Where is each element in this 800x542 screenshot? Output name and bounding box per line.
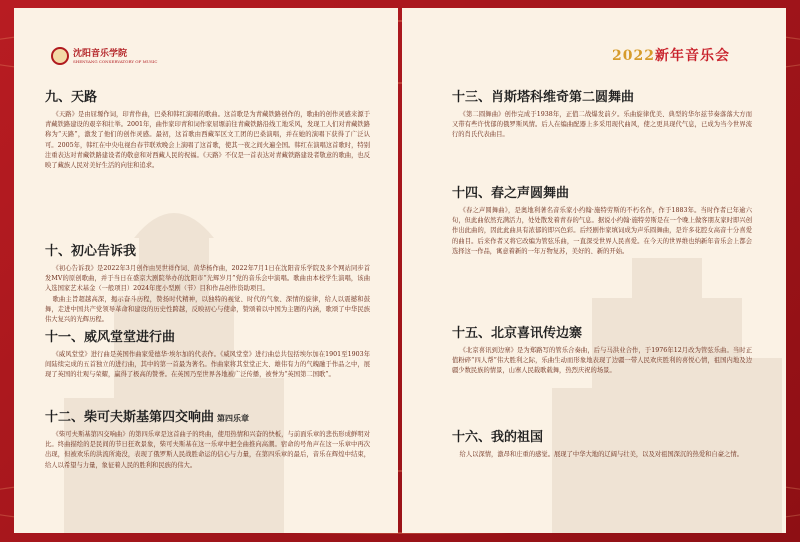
section-paragraph: 《第二圆舞曲》创作完成于1938年，正值二战爆发前夕。乐曲旋律优美、典型的华尔兹节奏落落大方而又带有些许忧郁的俄罗斯风情。后人在编曲配器上多采用现代曲风，使之更具现代气息，已成为当今世界流行的肖氏代表曲目。 (452, 111, 752, 139)
section-heading: 九、天路 (45, 90, 98, 105)
section-zuguo (452, 426, 752, 460)
section-paragraph: 《天路》是由屈塬作词，印青作曲，巴桑和韩红演唱的歌曲。这首歌是为青藏铁路创作的，歌曲的创作灵感来源于青藏铁路建设的艰辛和壮举。2001年，曲作家印青和词作家屈塬前往青藏铁路沿线工地采风，发现工人们对青藏铁路称为“天路”，激发了他们的创作灵感。最初，这首歌由西藏军区文工团的巴桑演唱，并在她的演唱下获得了广泛认可。2005年，韩红在中央电视台春节联欢晚会上演唱了这首歌，使其一夜之间火遍全国。韩红在演唱这首歌时，特别注重表达对青藏铁路建设者的敬意和对西藏人民的祝福。《天路》不仅是一首表达对青藏铁路建设者敬意的歌曲，也反映了藏族人民对美好生活的向往和追求。 (45, 111, 370, 170)
concert-year: 2022 (612, 48, 655, 64)
section-chuxin (45, 240, 370, 325)
building-watermark (552, 238, 782, 533)
section-heading: 十四、春之声圆舞曲 (452, 186, 570, 201)
section-heading: 十一、威风堂堂进行曲 (45, 330, 176, 345)
school-logo (51, 47, 157, 65)
concert-title (612, 45, 730, 65)
right-page (402, 8, 786, 533)
section-heading: 十、初心告诉我 (45, 244, 137, 259)
section-heading-sub: 第四乐章 (217, 413, 250, 423)
section-heading: 十五、北京喜讯传边寨 (452, 326, 583, 341)
section-paragraph: 《威风堂堂》进行曲是英国作曲家爱德华·埃尔加的代表作。《威风堂堂》进行曲总共包括埃尔加在1901至1903年间陆续完成的五首独立的进行曲，其中的第一首最为著名。作曲家将其堂堂正大、雄伟有力的气魄融于作品之中，展现了英国的壮观与荣耀，赢得了极高的赞誉。在英国乃至世界各地被广泛传播，被誉为“英国第二国歌”。 (45, 351, 370, 379)
school-seal-icon (51, 47, 69, 65)
section-paragraph: 给人以深情，激昂和庄重的感觉。展现了中华大地的辽阔与壮美，以及对祖国深沉的热爱和自豪之情。 (459, 451, 743, 458)
section-heading: 十六、我的祖国 (452, 430, 544, 445)
section-weifeng (45, 326, 370, 381)
section-shostakovich (452, 86, 752, 141)
school-name-en: SHENYANG CONSERVATORY OF MUSIC (73, 58, 158, 64)
section-chunzhisheng (452, 182, 752, 257)
section-paragraph: 歌曲主旨超越高深，揭示奋斗历程，赞扬时代精神，以独特的视觉、时代的气象、深情的旋律，给人以震撼和鼓舞，走进中国共产党领导革命和建设的历史性跨越，反映初心与使命，赞颂着以中国为主题的内涵，歌颂了中华民族伟大复兴的光辉历程。 (45, 295, 370, 324)
section-paragraph: 《柴可夫斯基第四交响曲》的第四乐章是这首曲子的终曲，使用热情和兴奋的快板，与前面乐章的悲伤形成鲜明对比。终曲描绘的是民间的节日狂欢景象，柴可夫斯基在这一乐章中把全曲推向高潮。宿命的号角声在这一乐章中再次出现，但被欢乐的洪流所淹没，表现了俄罗斯人民战胜命运的信心与力量，在第四乐章的最后，音乐在辉煌中结束，给人以希望与力量，象征着人民的胜利和民族的伟大。 (45, 431, 370, 469)
section-heading-text: 十二、柴可夫斯基第四交响曲 (45, 410, 215, 425)
concert-name: 新年音乐会 (655, 48, 730, 64)
section-heading: 十三、肖斯塔科维奇第二圆舞曲 (452, 90, 635, 105)
section-heading (45, 406, 370, 425)
school-name: 沈阳音乐学院 (73, 48, 128, 59)
section-beijing (452, 322, 752, 377)
section-tianlu (45, 86, 370, 171)
left-page (14, 8, 398, 533)
section-tchaikovsky (45, 406, 370, 471)
section-paragraph: 《北京喜讯到边寨》是为郑路写的管乐合奏曲，后与马洪业合作，于1976年12月改为管弦乐曲。当时正值粉碎“四人帮”伟大胜利之际，乐曲生动而形象地表现了边疆一带人民欢庆胜利的喜悦心情，祖国内地及边疆少数民族的情景，山寨人民载歌载舞，热烈庆祝的场景。 (452, 347, 752, 375)
section-paragraph: 《初心告诉我》是2022年3月创作由吴世祥作词、黄华杨作曲，2022年7月1日在沈阳音乐学院及多个网站同步首发MV的原创歌曲，并于当日在盛京大剧院举办的沈阳市“光辉岁月”党的音乐会中演唱。歌曲由本校学生演唱，该曲入选国家艺术基金（一般项目）2024年度小型剧（节）目和作品创作资助项目。 (45, 265, 370, 293)
section-paragraph: 《春之声圆舞曲》，是奥地利著名音乐家小约翰·施特劳斯的不朽名作，作于1883年。当时作者已年逾六旬，但此曲依然充满活力，处处散发着青春的气息。据说小约翰·施特劳斯是在一个晚上做客朋友家时即兴创作出此曲的，因此此曲具有浓郁的即兴色彩。后经剧作家填词成为声乐圆舞曲，是许多花腔女高音十分喜爱的曲目。后来作者又将它改编为管弦乐曲，一直深受世界人民喜爱。在今天的世界维也纳新年音乐会上都会选择这一作品，寓意着新的一年万物复苏，美好的、新的开始。 (452, 207, 752, 255)
